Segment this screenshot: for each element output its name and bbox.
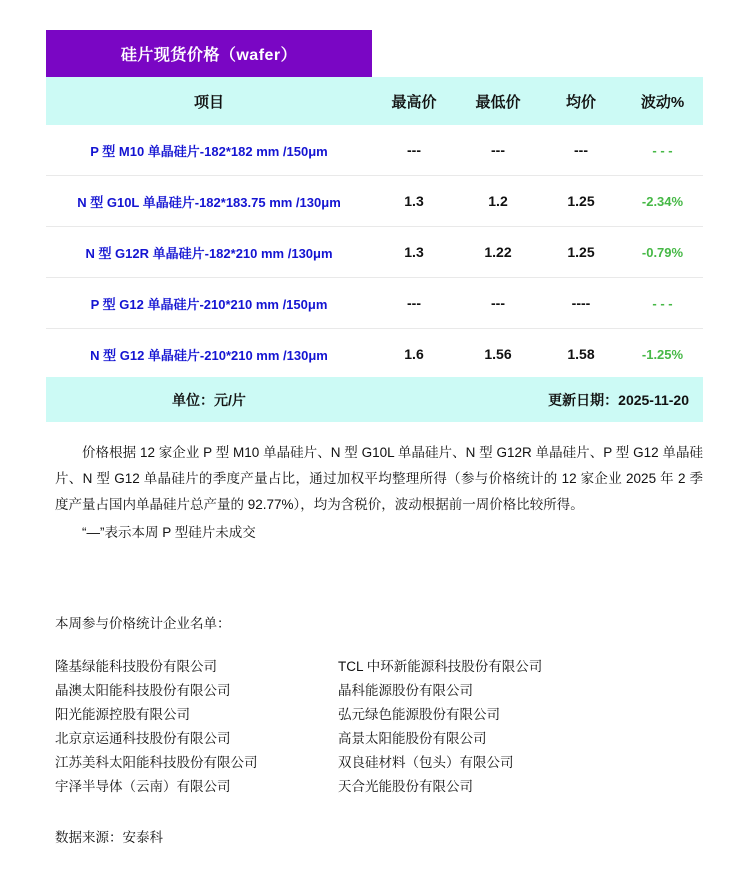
row-avg-price: 1.25	[540, 176, 622, 227]
banner-title: 硅片现货价格（wafer）	[46, 30, 372, 77]
table-header-avg: 均价	[540, 77, 622, 125]
row-change: -2.34%	[622, 176, 703, 227]
list-item: 弘元绿色能源股份有限公司	[338, 707, 500, 722]
table-footer-strip	[46, 377, 703, 422]
company-column-right	[338, 655, 675, 799]
row-low-price: 1.2	[456, 176, 540, 227]
row-high-price: ---	[372, 278, 456, 329]
row-item-name: N 型 G12R 单晶硅片-182*210 mm /130μm	[46, 227, 372, 278]
data-source-label: 数据来源：安泰科	[55, 830, 163, 845]
row-change: -0.79%	[622, 227, 703, 278]
list-item: 高景太阳能股份有限公司	[338, 731, 487, 746]
table-header-change: 波动%	[622, 77, 703, 125]
row-high-price: 1.3	[372, 227, 456, 278]
row-low-price: 1.22	[456, 227, 540, 278]
row-high-price: ---	[372, 125, 456, 176]
list-item: 阳光能源控股有限公司	[55, 707, 190, 722]
row-avg-price: 1.25	[540, 227, 622, 278]
row-low-price: ---	[456, 278, 540, 329]
unit-label: 单位：元/片	[172, 391, 246, 408]
list-item: 隆基绿能科技股份有限公司	[55, 659, 217, 674]
row-avg-price: ---	[540, 125, 622, 176]
table-row	[46, 329, 703, 380]
row-low-price: 1.56	[456, 329, 540, 380]
row-change: - - -	[622, 125, 703, 176]
list-item: TCL 中环新能源科技股份有限公司	[338, 659, 543, 674]
row-item-name: N 型 G10L 单晶硅片-182*183.75 mm /130μm	[46, 176, 372, 227]
update-date-label: 更新日期：2025-11-20	[548, 391, 689, 408]
row-avg-price: 1.58	[540, 329, 622, 380]
list-item: 北京京运通科技股份有限公司	[55, 731, 231, 746]
price-table	[46, 77, 703, 380]
table-header-low: 最低价	[456, 77, 540, 125]
company-column-left	[55, 655, 338, 799]
row-high-price: 1.6	[372, 329, 456, 380]
table-row	[46, 227, 703, 278]
notes-block	[55, 440, 703, 546]
note-paragraph-2: “—”表示本周 P 型硅片未成交	[82, 525, 256, 540]
row-avg-price: ----	[540, 278, 622, 329]
note-paragraph-1: 价格根据 12 家企业 P 型 M10 单晶硅片、N 型 G10L 单晶硅片、N 型 G12R 单晶硅片、P 型 G12 单晶硅片、N 型 G12 单晶硅片的季度产量占比，通过加权平均整理所得（参与价格统计的 12 家企业 2025 年 2 季度产量占国内单晶硅片总产量的 92.77%），均为含税价，波动根据前一周价格比较所得。	[55, 445, 703, 512]
table-row	[46, 176, 703, 227]
row-change: -1.25%	[622, 329, 703, 380]
list-item: 晶澳太阳能科技股份有限公司	[55, 683, 231, 698]
table-header-row	[46, 77, 703, 125]
list-item: 双良硅材料（包头）有限公司	[338, 755, 514, 770]
row-item-name: P 型 G12 单晶硅片-210*210 mm /150μm	[46, 278, 372, 329]
list-item: 天合光能股份有限公司	[338, 779, 473, 794]
row-item-name: N 型 G12 单晶硅片-210*210 mm /130μm	[46, 329, 372, 380]
table-row	[46, 278, 703, 329]
row-low-price: ---	[456, 125, 540, 176]
table-header-item: 项目	[46, 77, 372, 125]
company-list-heading: 本周参与价格统计企业名单：	[55, 616, 231, 631]
table-header-high: 最高价	[372, 77, 456, 125]
company-list	[55, 655, 675, 799]
row-change: - - -	[622, 278, 703, 329]
list-item: 宇泽半导体（云南）有限公司	[55, 779, 231, 794]
row-item-name: P 型 M10 单晶硅片-182*182 mm /150μm	[46, 125, 372, 176]
table-row	[46, 125, 703, 176]
row-high-price: 1.3	[372, 176, 456, 227]
list-item: 江苏美科太阳能科技股份有限公司	[55, 755, 258, 770]
list-item: 晶科能源股份有限公司	[338, 683, 473, 698]
